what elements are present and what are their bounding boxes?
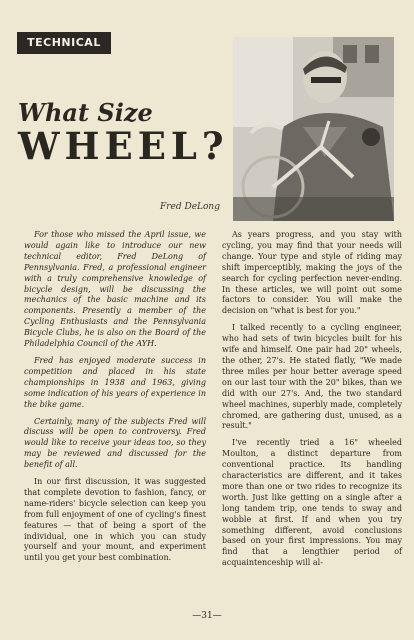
article-title-line2: WHEEL? <box>18 124 229 168</box>
man-with-bicycle-illustration <box>233 37 394 221</box>
author-photo <box>233 37 394 221</box>
right-column <box>222 230 402 575</box>
intro-paragraph: Certainly, many of the subjects Fred will discuss will be open to controversy. Fred would like to receive your ideas too, so they may be reviewed and discussed for the benefit of all. <box>24 416 206 470</box>
author-byline: Fred DeLong <box>160 202 220 212</box>
body-paragraph: I talked recently to a cycling engineer, who had sets of twin bicycles built for his wife and himself. One pair had 20" wheels, the other, 27's. He stated flatly, "We made three miles per hour better average speed on our last tour with the 20" bikes, than we did with our 27's. And, the two standard wheel machines, superbly made, completely chromed, are gathering dust, unused, as a result." <box>222 323 402 431</box>
section-tag: TECHNICAL <box>17 32 111 54</box>
page-number: —31— <box>192 611 222 621</box>
intro-paragraph: For those who missed the April issue, we would again like to introduce our new technical editor, Fred DeLong of Pennsylvania. Fred, a professional engineer with a truly comprehensive knowledge of bicycle design, will be discussing the mechanics of the basic machine and its components. Presently a member of the Cycling Enthusiasts and the Pennsylvania Bicycle Clubs, he is also on the Board of the Philadelphia Council of the AYH. <box>24 230 206 349</box>
body-paragraph: In our first discussion, it was suggested that complete devotion to fashion, fancy, or name-riders' bicycle selection can keep you from full enjoyment of one of cycling's finest features — that of being a sport of the individual, one in which you can study yourself and your mount, and experiment until you get your best combination. <box>24 477 206 563</box>
left-column <box>24 230 206 570</box>
intro-paragraph: Fred has enjoyed moderate success in competition and placed in his state championships in 1938 and 1963, giving some indication of his years of experience in the bike game. <box>24 355 206 409</box>
body-paragraph: As years progress, and you stay with cycling, you may find that your needs will change. Your type and style of riding may shift imperceptibly, making the joys of the search for cycling perfection never-ending. In these articles, we will point out some factors to consider. You will make the decision on "what is best for you." <box>222 230 402 316</box>
article-title-line1: What Size <box>18 98 153 127</box>
body-paragraph: I've recently tried a 16" wheeled Moulton, a distinct departure from conventional practice. Its handling characteristics are different, and it takes more than one or two rides to recognize its worth. Just like getting on a single after a long tandem trip, one tends to sway and wobble at first. If and when you try something different, avoid conclusions based on your first impressions. You may find that a lengthier period of acquaintenceship will al- <box>222 438 402 568</box>
